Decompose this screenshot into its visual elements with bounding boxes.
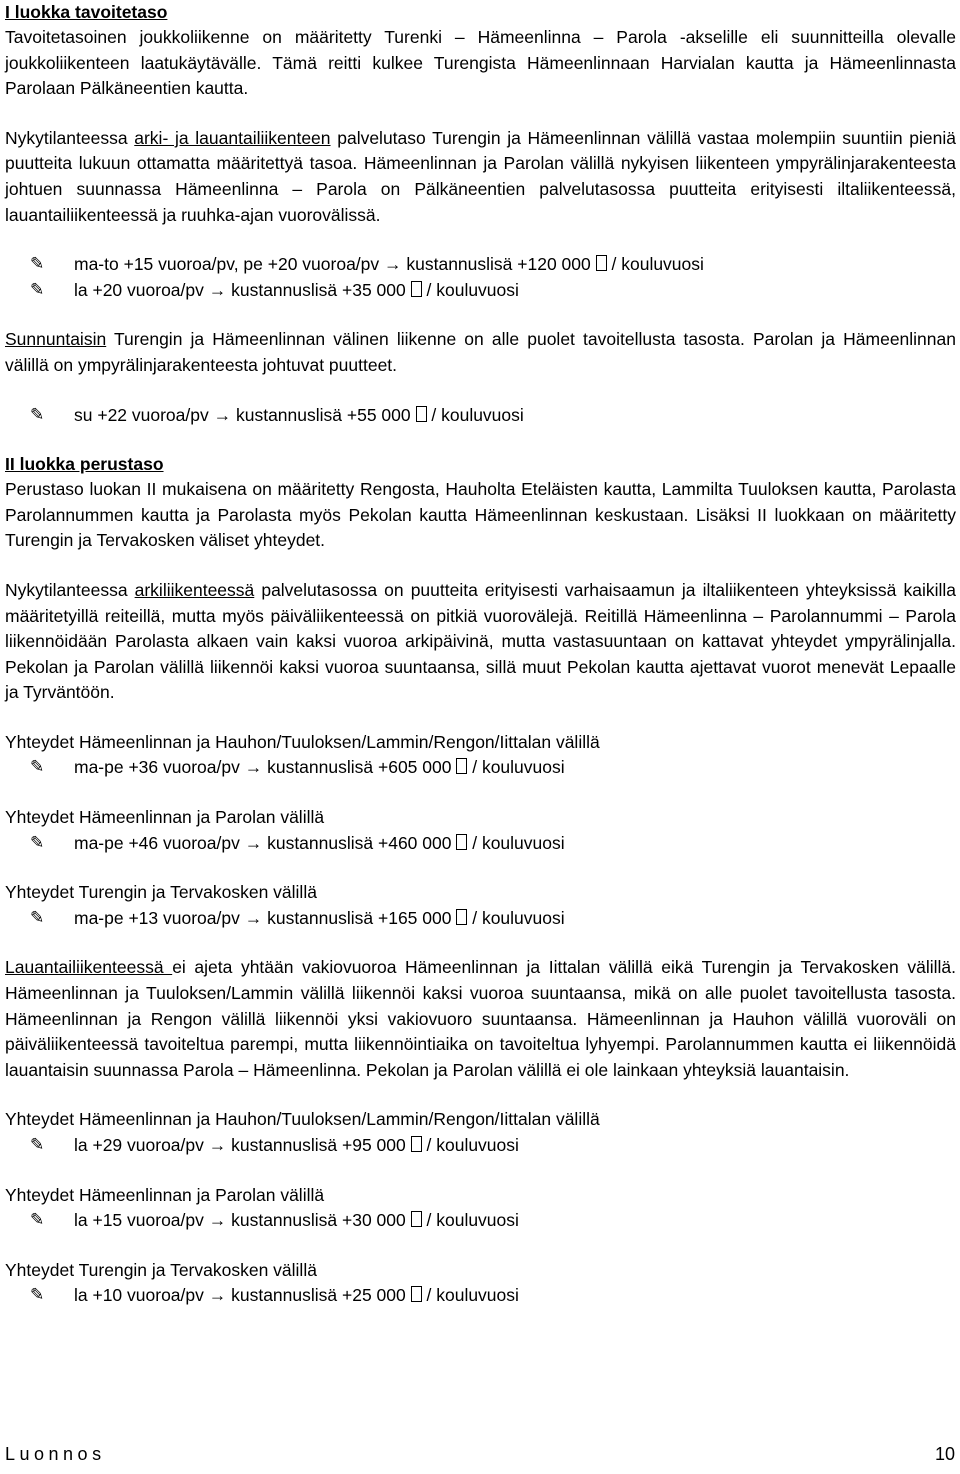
pointing-hand-icon: ✎ (30, 1135, 45, 1155)
bullet-text: ma-pe +36 vuoroa/pv → kustannuslisä +605 000 (74, 757, 452, 778)
pointing-hand-icon: ✎ (30, 1285, 45, 1306)
section-heading-perustaso (5, 452, 956, 477)
bullet-text: ma-to +15 vuoroa/pv, pe +20 vuoroa/pv → kustannuslisä +120 000 (74, 254, 591, 275)
bullet-text: ma-pe +13 vuoroa/pv → kustannuslisä +165 000 (74, 907, 452, 928)
group-title: Yhteydet Hämeenlinnan ja Hauhon/Tuuloksen/Lammin/Rengon/Iittalan välillä (5, 731, 600, 752)
unit-text: / kouluvuosi (611, 254, 704, 275)
paragraph-saturday (5, 955, 956, 1083)
glyph-box-icon (411, 1211, 422, 1227)
group-title: Yhteydet Hämeenlinnan ja Parolan välillä (5, 807, 325, 828)
cost-bullet (5, 831, 956, 857)
glyph-box-icon (456, 834, 467, 850)
glyph-box-icon (456, 758, 467, 774)
text: Nykytilanteessa (5, 127, 135, 148)
group-title: Yhteydet Turengin ja Tervakosken välillä (5, 882, 317, 903)
glyph-box-icon (411, 1286, 422, 1302)
paragraph-tavoitetaso-status (5, 126, 956, 228)
glyph-box-icon (411, 281, 422, 297)
text: ei ajeta yhtään vakiovuoroa Hämeenlinnan ja Iittalan välillä eikä Turengin ja Tervakosken välillä. Hämeenlinnan ja Tuuloksen/Lammin välillä liikennöi kaksi vuoroa suuntaansa, mikä on alle puolet tavoitellusta tasosta. Hämeenlinnan ja Rengon välillä liikennöi yksi vakiovuoro suuntaansa. Hämeenlinnan ja Hauhon välillä vuoroväli on päiväliikenteessä tavoiteltua parempi, mutta liikennöintiaika on tavoiteltua lyhyempi. Parolannummen kautta ei liikennöidä lauantaisin suunnassa Parola – Hämeenlinna. Pekolan ja Parolan välillä ei ole lainkaan yhteyksiä lauantaisin. (5, 957, 956, 1080)
pointing-hand-icon: ✎ (30, 907, 45, 928)
cost-bullet (5, 1283, 956, 1309)
cost-bullet (5, 1208, 956, 1234)
footer-draft-label: Luonnos (5, 1444, 106, 1464)
group-title: Yhteydet Hämeenlinnan ja Parolan välillä (5, 1184, 325, 1205)
document-page (5, 0, 956, 1309)
bullet-text: la +15 vuoroa/pv → kustannuslisä +30 000 (74, 1210, 406, 1231)
unit-text: / kouluvuosi (472, 907, 565, 928)
text: Nykytilanteessa (5, 579, 135, 600)
heading-text: II luokka perustaso (5, 454, 164, 475)
underlined-text: arki- ja lauantailiikenteen (134, 127, 331, 148)
underlined-text: Lauantailiikenteessä (5, 957, 173, 978)
glyph-box-icon (411, 1136, 422, 1152)
cost-bullet (5, 1133, 956, 1159)
glyph-box-icon (596, 255, 607, 271)
unit-text: / kouluvuosi (472, 832, 565, 853)
paragraph-tavoitetaso-intro: Tavoitetasoinen joukkoliikenne on määritetty Turenki – Hämeenlinna – Parola -akselille eli suunnitteilla olevalle joukkoliikenteen laatukäytävälle. Tämä reitti kulkee Turengista Hämeenlinnaan Harvialan kautta ja Hämeenlinnasta Parolaan Pälkäneentien kautta. (5, 27, 956, 99)
unit-text: / kouluvuosi (426, 1135, 519, 1155)
unit-text: / kouluvuosi (426, 279, 519, 300)
pointing-hand-icon: ✎ (30, 832, 45, 853)
cost-bullet (5, 278, 956, 304)
glyph-box-icon (416, 406, 427, 422)
underlined-text: arkiliikenteessä (134, 579, 255, 600)
pointing-hand-icon: ✎ (30, 279, 45, 300)
pointing-hand-icon: ✎ (30, 1210, 45, 1231)
group-title: Yhteydet Hämeenlinnan ja Hauhon/Tuuloksen/Lammin/Rengon/Iittalan välillä (5, 1109, 600, 1130)
bullet-text: ma-pe +46 vuoroa/pv → kustannuslisä +460 000 (74, 832, 452, 853)
underlined-text: Sunnuntaisin (5, 329, 107, 350)
bullet-text: la +20 vuoroa/pv → kustannuslisä +35 000 (74, 279, 406, 300)
unit-text: / kouluvuosi (426, 1285, 519, 1306)
text: palvelutaso Turengin ja Hämeenlinnan välillä vastaa molempiin suuntiin pieniä puutteita lukuun ottamatta määritettyä tasoa. Hämeenlinnan ja Parolan välillä nykyisen liikenteen ympyrälinjarakenteesta johtuen suunnassa Hämeenlinna – Parola on Pälkäneentien palvelutasossa puutteita erityisesti iltaliikenteessä, lauantailiikenteessä ja ruuhka-ajan vuorovälissä. (5, 127, 956, 225)
unit-text: / kouluvuosi (472, 757, 565, 778)
group-title: Yhteydet Turengin ja Tervakosken välillä (5, 1259, 317, 1280)
pointing-hand-icon: ✎ (30, 757, 45, 778)
unit-text: / kouluvuosi (426, 1210, 519, 1231)
unit-text: / kouluvuosi (431, 404, 524, 425)
section-heading-tavoitetaso (5, 0, 956, 25)
heading-text: I luokka tavoitetaso (5, 2, 168, 22)
bullet-text: la +29 vuoroa/pv → kustannuslisä +95 000 (74, 1135, 406, 1155)
bullet-text: la +10 vuoroa/pv → kustannuslisä +25 000 (74, 1285, 406, 1306)
bullet-text: su +22 vuoroa/pv → kustannuslisä +55 000 (74, 404, 411, 425)
cost-bullet (5, 906, 956, 932)
text: Turengin ja Hämeenlinnan välinen liikenne on alle puolet tavoitellusta tasosta. Parolan ja Hämeenlinnan välillä on ympyrälinjarakenteesta johtuvat puutteet. (5, 329, 956, 375)
glyph-box-icon (456, 909, 467, 925)
paragraph-perustaso-intro: Perustaso luokan II mukaisena on määritetty Rengosta, Hauholta Eteläisten kautta, Lammilta Tuuloksen kautta, Parolasta Parolannummen kautta ja Parolasta myös Pekolan kautta Hämeenlinnan keskustaan. Lisäksi II luokkaan on määritetty Turengin ja Tervakosken väliset yhteydet. (5, 479, 956, 551)
cost-bullet (5, 252, 956, 278)
cost-bullet (5, 755, 956, 781)
cost-bullet (5, 403, 956, 429)
pointing-hand-icon: ✎ (30, 404, 45, 425)
text: palvelutasossa on puutteita erityisesti varhaisaamun ja iltaliikenteen yhteyksissä kaikilla määritetyillä reiteillä, mutta myös päiväliikenteessä on pitkiä vuorovälejä. Reitillä Hämeenlinna – Parolannummi – Parola liikennöidään Parolasta alkaen vain kaksi vuoroa arkipäivinä, mutta vastasuuntaan on kattavat yhteydet ympyrälinjalla. Pekolan ja Parolan välillä liikennöi kaksi vuoroa suuntaansa, sillä muut Pekolan kautta ajettavat vuorot menevät Lepaalle ja Tyrväntöön. (5, 579, 956, 703)
footer-page-number: 10 (934, 1444, 955, 1464)
paragraph-perustaso-status (5, 578, 956, 706)
paragraph-sunday (5, 327, 956, 378)
pointing-hand-icon: ✎ (30, 254, 45, 275)
